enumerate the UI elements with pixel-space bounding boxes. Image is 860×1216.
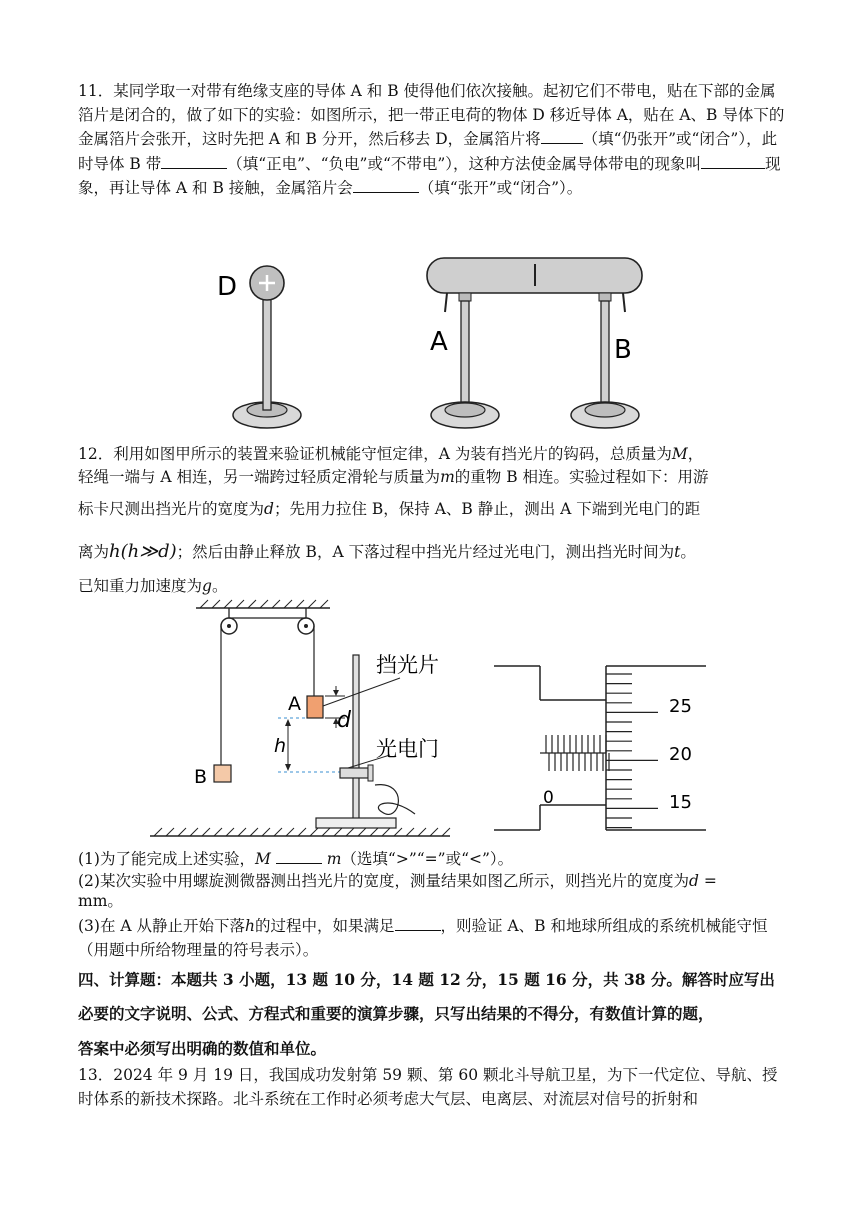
q12-line5-b: 。 — [211, 577, 228, 595]
section-4-line-3: 答案中必须写出明确的数值和单位。 — [78, 1039, 327, 1058]
q12-sym-d: d — [264, 500, 274, 518]
q12-line3-b: ；先用力拉住 B，保持 A、B 静止，测出 A 下端到光电门的距 — [273, 500, 701, 518]
q12-sub-2: (2)某次实验中用螺旋测微器测出挡光片的宽度，测量结果如图乙所示，则挡光片的宽度为d = mm。 — [78, 872, 717, 910]
q11-text-d: 现象，再让导体 A 和 B 接触，金属箔片会 — [78, 154, 781, 197]
main-zero: 0 — [543, 788, 554, 808]
ground-hatch-line — [238, 828, 246, 836]
ground-hatch-line — [418, 828, 426, 836]
question-11 — [78, 80, 786, 201]
q12-sym-M: M — [671, 445, 688, 463]
ground-hatch-line — [154, 828, 162, 836]
q12-figure-apparatus — [150, 600, 450, 840]
label-a: A — [288, 693, 301, 715]
q11-blank-1 — [541, 127, 583, 144]
section-4-line-1: 四、计算题：本题共 3 小题，13 题 10 分，14 题 12 分，15 题 16 分，共 38 分。解答时应写出 — [78, 970, 775, 989]
q12-line1: 12．利用如图甲所示的装置来验证机械能守恒定律，A 为装有挡光片的钩码，总质量为 — [78, 445, 672, 463]
q11-label-d: D — [217, 272, 238, 302]
q12-sub2-b: mm。 — [78, 892, 123, 910]
ground-hatch-line — [190, 828, 198, 836]
ground-hatch-line — [406, 828, 414, 836]
q11-text-e: （填“张开”或“闭合”）。 — [418, 179, 583, 197]
ground-hatch-line — [214, 828, 222, 836]
label-shade: 挡光片 — [376, 653, 439, 677]
ground-hatch-line — [430, 828, 438, 836]
ground-hatch-line — [370, 828, 378, 836]
scale-20: 20 — [669, 744, 692, 765]
q12-blank-3 — [395, 914, 441, 931]
q11-figure — [0, 250, 860, 430]
q12-sub2-a: (2)某次实验中用螺旋测微器测出挡光片的宽度，测量结果如图乙所示，则挡光片的宽度为 — [78, 872, 689, 890]
q12-sym-m: m — [440, 468, 455, 486]
q12-line5-a: 已知重力加速度为 — [78, 577, 203, 595]
q12-line-4: 离为h(h≫d)；然后由静止释放 B，A 下落过程中挡光片经过光电门，测出挡光时间为t。 — [78, 541, 696, 562]
ground-hatch-line — [274, 828, 282, 836]
ground-hatch-line — [166, 828, 174, 836]
label-d: d — [337, 708, 351, 733]
label-b: B — [194, 766, 208, 788]
q12-sub1-b: （选填“>”“=”或“<”）。 — [341, 850, 514, 868]
ground-hatch-line — [310, 828, 318, 836]
q11-text-a: 11．某同学取一对带有绝缘支座的导体 A 和 B 使得他们依次接触。起初它们不带电，贴在下部的金属箔片是闭合的，做了如下的实验：如图所示，把一带正电荷的物体 D 移近导体 A，贴在 A、B 导体下的金属箔片会张开，这时先把 A 和 B 分开，然后移去 D，金属箔片将 — [78, 82, 785, 148]
scale-25: 25 — [669, 696, 692, 717]
q12-sub-1 — [78, 847, 786, 872]
ground-hatch-line — [226, 828, 234, 836]
ground-hatch-line — [262, 828, 270, 836]
question-13: 13．2024 年 9 月 19 日，我国成功发射第 59 颗、第 60 颗北斗导航卫星，为下一代定位、导航、授时体系的新技术探路。北斗系统在工作时必须考虑大气层、电离层、对流层对信号的折射和 — [78, 1066, 778, 1108]
q12-line4-b: ；然后由静止释放 B，A 下落过程中挡光片经过光电门，测出挡光时间为 — [176, 543, 675, 561]
q12-line4-a: 离为 — [78, 543, 110, 561]
ground-hatch-line — [346, 828, 354, 836]
q12-line-5 — [78, 575, 786, 599]
ground-hatch-line — [250, 828, 258, 836]
q11-label-b: B — [614, 335, 632, 365]
ground-hatch-line — [322, 828, 330, 836]
q12-sub1-m: m — [326, 850, 342, 868]
label-gate: 光电门 — [376, 737, 439, 761]
ground-hatch-line — [442, 828, 450, 836]
ground-hatch-line — [382, 828, 390, 836]
q12-sub3-b: 的过程中，如果满足 — [255, 917, 395, 935]
ground-hatch-line — [358, 828, 366, 836]
q12-sub3-h-short: h — [245, 917, 255, 935]
q11-text-c: （填“正电”、“负电”或“不带电”），这种方法使金属导体带电的现象叫 — [227, 154, 702, 173]
q11-blank-3 — [701, 152, 765, 169]
q12-line3-a: 标卡尺测出挡光片的宽度为 — [78, 500, 265, 518]
q12-line-2 — [78, 466, 786, 490]
q11-label-a: A — [430, 327, 448, 357]
question-12: 12．利用如图甲所示的装置来验证机械能守恒定律，A 为装有挡光片的钩码，总质量为M， — [78, 445, 704, 463]
q12-line2-a: 轻绳一端与 A 相连，另一端跨过轻质定滑轮与质量为 — [78, 468, 441, 486]
q12-line-3 — [78, 498, 786, 522]
q12-sub1-a: (1)为了能完成上述实验， — [78, 850, 255, 868]
ground-hatch-line — [202, 828, 210, 836]
q12-sub3-c: ，则验证 A、B 和地球所组成的系统机械能守恒（用题中所给物理量的符号表示）。 — [78, 917, 768, 959]
q12-sub3-a: (3)在 A 从静止开始下落 — [78, 917, 246, 935]
q12-sub-3 — [78, 914, 786, 962]
scale-15: 15 — [669, 792, 692, 813]
q12-blank-1 — [276, 847, 322, 864]
conductors-ab — [427, 258, 642, 428]
q12-sym-t: t — [674, 543, 681, 561]
q11-text-b: （填“仍张开”或“闭合”），此时导体 B 带 — [78, 130, 778, 173]
q12-sym-g: g — [202, 577, 212, 595]
q12-line2-b: 的重物 B 相连。实验过程如下：用游 — [454, 468, 709, 486]
ground-hatch-line — [286, 828, 294, 836]
q12-sub1-M: M — [254, 850, 271, 868]
label-h: h — [274, 735, 287, 757]
q12-figure-micrometer — [494, 650, 754, 840]
ground-hatch-line — [394, 828, 402, 836]
ground-hatch-line — [298, 828, 306, 836]
charged-object-d — [233, 266, 301, 428]
ground-hatch-line — [334, 828, 342, 836]
ground-hatch-line — [178, 828, 186, 836]
section-4-line-2: 必要的文字说明、公式、方程式和重要的演算步骤，只写出结果的不得分，有数值计算的题， — [78, 1004, 714, 1023]
q12-sym-h: h(h≫d) — [109, 541, 177, 562]
q12-sub2-d: d — [688, 872, 699, 890]
q11-blank-4 — [353, 176, 419, 193]
q11-blank-2 — [161, 152, 227, 169]
